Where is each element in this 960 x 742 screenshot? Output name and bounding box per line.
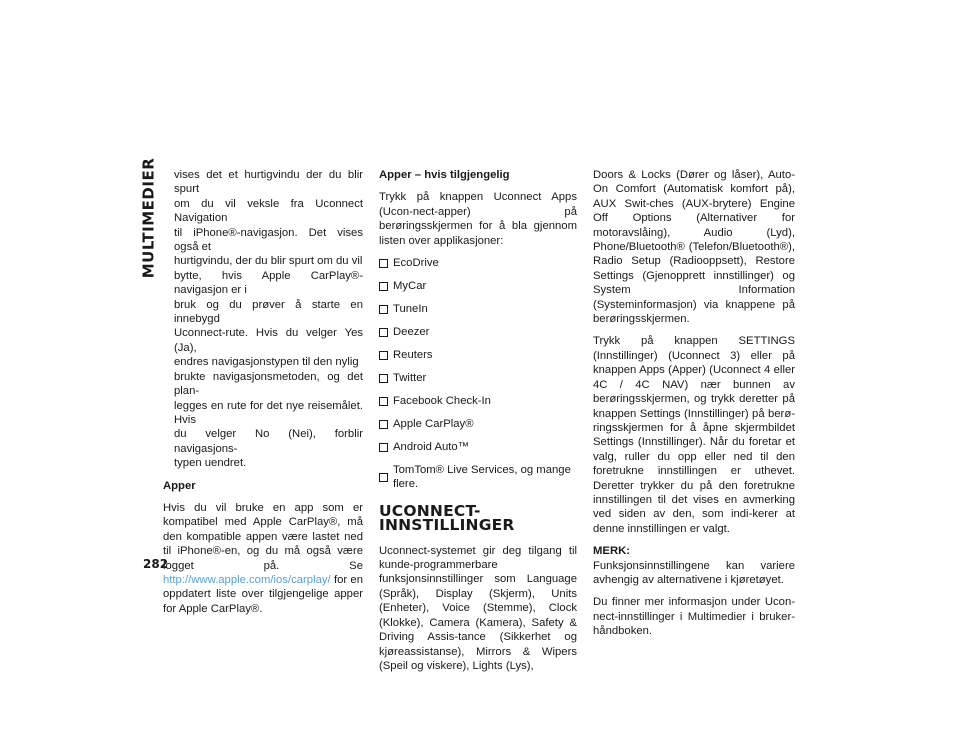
list-item-label: MyCar: [393, 280, 427, 293]
list-item: [379, 463, 577, 492]
apper-heading: Apper: [163, 479, 196, 492]
apps-intro-paragraph: Trykk på knappen Uconnect Apps (Ucon-nect-apper) på berøringsskjermen for å bla gjennom listen over applikasjoner:: [379, 191, 577, 247]
list-item-label: Android Auto™: [393, 441, 469, 454]
apps-available-heading: Apper – hvis tilgjengelig: [379, 169, 510, 181]
list-item: [379, 394, 577, 408]
intro-line: du velger No (Nei), forblir navigasjons-: [174, 428, 363, 455]
list-item: [379, 440, 577, 454]
intro-line: Uconnect-rute. Hvis du velger Yes (Ja),: [174, 327, 363, 354]
settings-intro-paragraph: Uconnect-systemet gir deg tilgang til kunde-programmerbare funksjonsinnstillinger som Language (Språk), Display (Skjerm), Units (Enheter), Voice (Stemme), Clock (Klokke), Camera (Kamera), Safety & Driving Assis-tance (Sikkerhet og kjøreassistanse), Mirrors & Wipers (Speil og viskere), Lights (Lys),: [379, 544, 577, 672]
intro-line: vises det et hurtigvindu der du blir spurt: [174, 169, 363, 196]
checkbox-icon: [379, 374, 388, 383]
intro-line: brukte navigasjonsmetoden, og det plan-: [174, 370, 363, 398]
checkbox-icon: [379, 397, 388, 406]
intro-line: hurtigvindu, der du blir spurt om du vil: [174, 255, 363, 268]
apper-text: Hvis du vil bruke en app som er kompatibel med Apple CarPlay®, må den kompatible appen være lastet ned til iPhone®-en, og du må også være logget på. Se: [163, 501, 363, 572]
checkbox-icon: [379, 351, 388, 360]
note-heading: MERK:: [593, 545, 631, 558]
intro-line: bytte, hvis Apple CarPlay®-navigasjon er i: [174, 269, 363, 297]
list-item-label: TuneIn: [393, 303, 428, 316]
list-item-label: Twitter: [393, 372, 427, 385]
list-item: [379, 256, 577, 270]
note-body: Funksjonsinnstillingene kan variere avhengig av alternativene i kjøretøyet.: [593, 559, 795, 586]
settings-instructions-paragraph: Trykk på knappen SETTINGS (Innstillinger) (Uconnect 3) eller på knappen Apps (Apper) (Uconnect 4 eller 4C / 4C NAV) nær bunnen av berøringsskjermen, og trykk deretter på knappen Settings (Innstillinger) på berø-ringsskjermen for å åpne skjermbildet Settings (Innstillinger). Når du foretar et valg, ruller du opp eller ned til den foretrukne innstillingen er uthevet. Deretter trykker du på den foretrukne innstillingen til det vises en avmerking ved siden av den, som indi-kerer at denne innstillingen er valgt.: [593, 335, 795, 535]
intro-line: legges en rute for det nye reisemålet. Hvis: [174, 399, 363, 426]
checkbox-icon: [379, 473, 388, 482]
apper-paragraph: [163, 501, 363, 616]
list-item-label: Deezer: [393, 326, 430, 339]
settings-options-paragraph: Doors & Locks (Dører og låser), Auto-On Comfort (Automatisk komfort på), AUX Swit-ches (AUX-brytere) Engine Off Options (Alternativer for motoravslåing), Audio (Lyd), Phone/Bluetooth® (Telefon/Bluetooth®), Radio Setup (Radiooppsett), Restore Settings (Gjenopprett innstillinger) og System Information (Systeminformasjon) via knappene på berøringsskjermen.: [593, 169, 795, 326]
checkbox-icon: [379, 282, 388, 291]
section-side-tab: [137, 157, 159, 278]
intro-line: bruk og du prøver å starte en innebygd: [174, 298, 363, 326]
list-item: [379, 348, 577, 362]
column-3: [593, 168, 795, 647]
list-item: [379, 417, 577, 431]
checkbox-icon: [379, 259, 388, 268]
intro-line: til iPhone®-navigasjon. Det vises også et: [174, 226, 363, 254]
carplay-link[interactable]: http://www.apple.com/ios/carplay/: [163, 573, 331, 586]
list-item-label: EcoDrive: [393, 257, 439, 270]
checkbox-icon: [379, 328, 388, 337]
column-1: [163, 168, 363, 624]
page-number: 282: [143, 557, 169, 571]
column-2: [379, 168, 577, 681]
checkbox-icon: [379, 420, 388, 429]
more-info-paragraph: Du finner mer informasjon under Ucon-nect-innstillinger i Multimedier i bruker-håndboken.: [593, 596, 795, 638]
list-item: [379, 279, 577, 293]
list-item: [379, 325, 577, 339]
checkbox-icon: [379, 443, 388, 452]
list-item-label: Facebook Check-In: [393, 395, 491, 408]
carplay-navigation-paragraph: [163, 168, 363, 471]
intro-line: typen uendret.: [174, 457, 247, 470]
section-title: UCONNECT-INNSTILLINGER: [379, 501, 515, 535]
apps-list: [379, 256, 577, 492]
section-side-tab-label: MULTIMEDIER: [139, 157, 157, 278]
list-item: [379, 371, 577, 385]
intro-line: om du vil veksle fra Uconnect Navigation: [174, 197, 363, 225]
list-item-label: Reuters: [393, 349, 433, 362]
intro-line: endres navigasjonstypen til den nylig: [174, 356, 359, 369]
apper-text-end: for en oppdatert liste over tilgjengelige apper for Apple CarPlay®.: [163, 573, 363, 615]
list-item-label: Apple CarPlay®: [393, 418, 474, 431]
list-item: [379, 302, 577, 316]
checkbox-icon: [379, 305, 388, 314]
list-item-label: TomTom® Live Services, og mange flere.: [393, 464, 571, 491]
